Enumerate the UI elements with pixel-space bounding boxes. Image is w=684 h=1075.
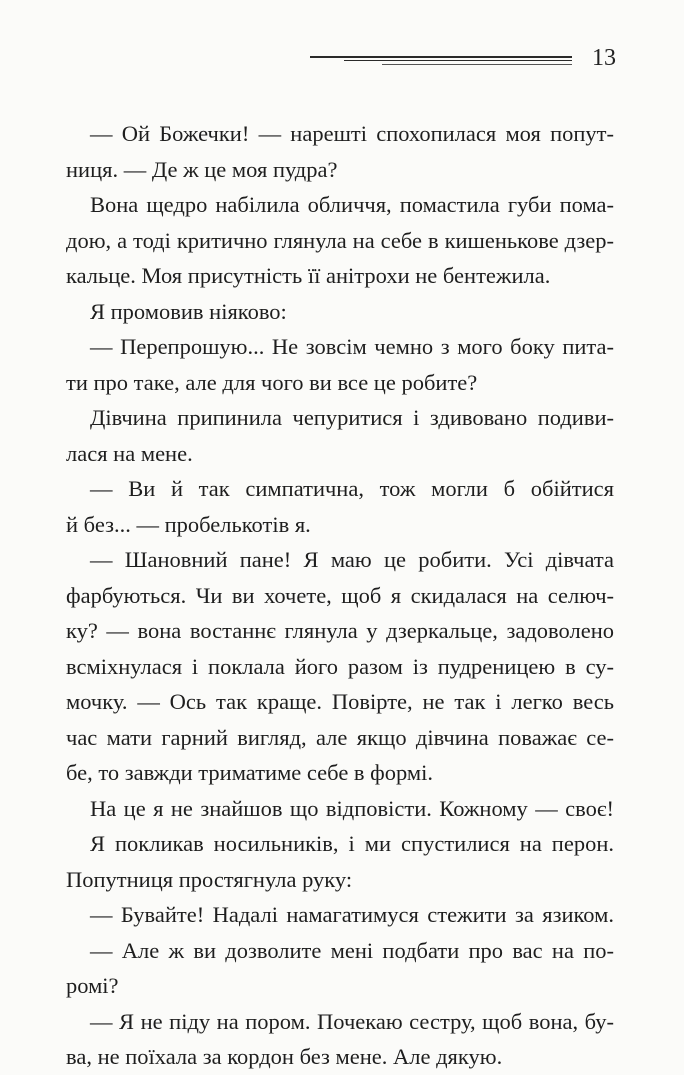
text-line: Попутниця простягнула руку: bbox=[66, 866, 353, 892]
text-line: дою, а тоді критично глянула на себе в кишенькове дзер- bbox=[66, 227, 614, 253]
text-line: кальце. Моя присутність її анітрохи не бентежила. bbox=[66, 263, 551, 288]
body-text bbox=[66, 116, 614, 1075]
text-line: — Ви й так симпатична, тож могли б обійтися bbox=[90, 476, 614, 501]
text-line: бе, то завжди триматиме себе в формі. bbox=[66, 760, 434, 785]
text-line: ромі? bbox=[66, 973, 119, 998]
text-line: Дівчина припинила чепуритися і здивовано подиви- bbox=[90, 405, 614, 430]
running-header bbox=[316, 40, 616, 80]
text-line: — Але ж ви дозволите мені подбати про вас на по- bbox=[90, 937, 614, 963]
text-line: ниця. — Де ж це моя пудра? bbox=[66, 156, 338, 182]
text-line: ва, не поїхала за кордон без мене. Але дякую. bbox=[66, 1044, 503, 1069]
text-line: — Перепрошую... Не зовсім чемно з мого боку пита- bbox=[90, 334, 614, 359]
text-line: мочку. — Ось так краще. Повірте, не так і легко весь bbox=[66, 689, 614, 714]
header-rule bbox=[344, 60, 572, 61]
text-line: — Я не піду на пором. Почекаю сестру, щоб вона, бу- bbox=[90, 1008, 614, 1034]
text-line: ти про таке, але для чого ви все це робите? bbox=[66, 369, 478, 395]
text-line: ку? — вона востаннє глянула у дзеркальце, задоволено bbox=[66, 618, 614, 643]
page-number: 13 bbox=[592, 45, 616, 71]
text-line: лася на мене. bbox=[66, 440, 193, 466]
header-rule bbox=[382, 64, 572, 65]
text-line: Я промовив ніяково: bbox=[90, 298, 287, 324]
text-line: — Ой Божечки! — нарешті спохопилася моя попут- bbox=[90, 121, 614, 146]
text-line: й без... — пробелькотів я. bbox=[66, 511, 311, 537]
header-rule bbox=[310, 56, 572, 58]
text-line: час мати гарний вигляд, але якщо дівчина поважає се- bbox=[66, 724, 614, 750]
text-line: Вона щедро набілила обличчя, помастила губи пома- bbox=[90, 192, 614, 217]
text-line: — Шановний пане! Я маю це робити. Усі дівчата bbox=[90, 547, 614, 572]
text-line: всміхнулася і поклала його разом із пудреницею в су- bbox=[66, 653, 614, 679]
text-line: — Бувайте! Надалі намагатимуся стежити за язиком. bbox=[90, 902, 614, 927]
text-line: фарбуються. Чи ви хочете, щоб я скидалася на селюч- bbox=[66, 582, 614, 608]
text-line: Я покликав носильників, і ми спустилися на перон. bbox=[90, 831, 614, 856]
text-line: На це я не знайшов що відповісти. Кожному — своє! bbox=[90, 795, 614, 821]
